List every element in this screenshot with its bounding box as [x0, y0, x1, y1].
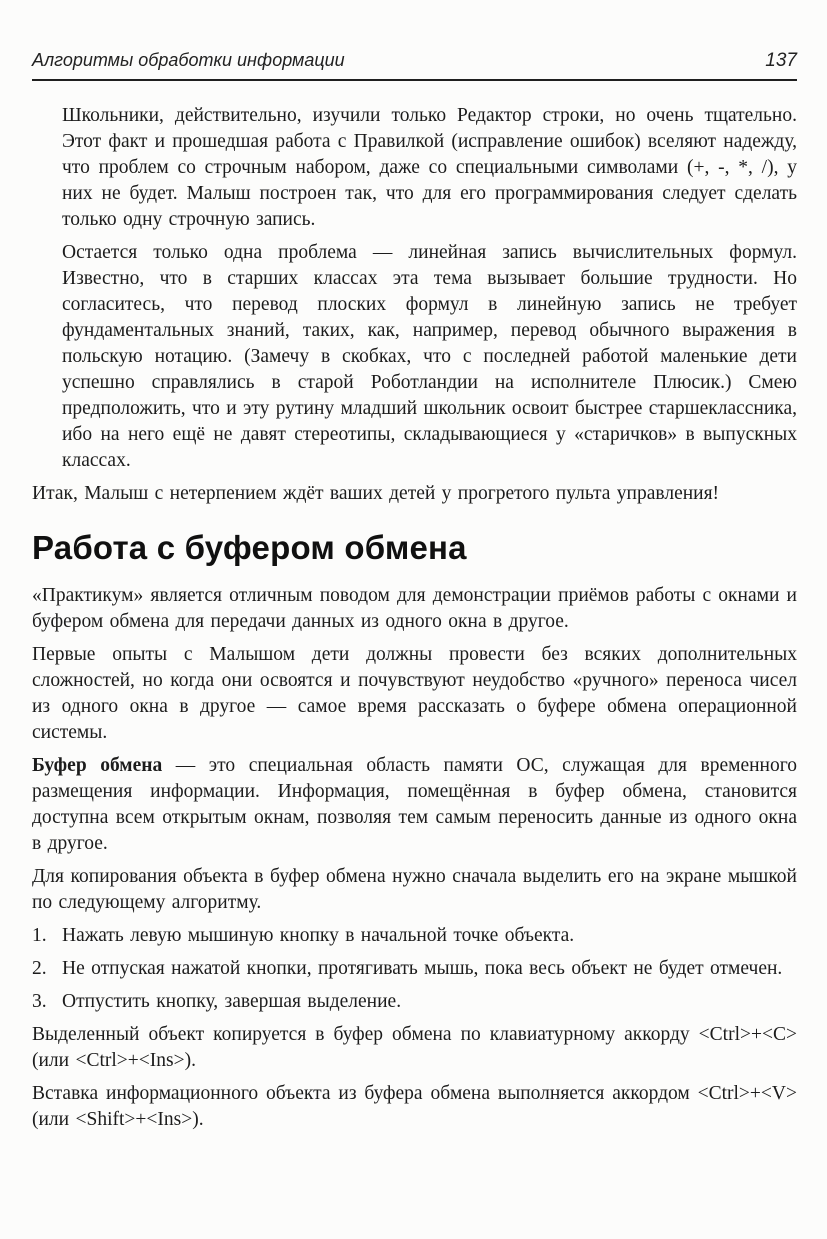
list-item-number: 2.	[32, 958, 47, 979]
list-item	[32, 989, 797, 1015]
list-item-text: Нажать левую мышиную кнопку в начальной точке объекта.	[62, 925, 575, 946]
list-item-number: 1.	[32, 925, 47, 946]
list-item	[32, 923, 797, 949]
paragraph-linear-notation: Остается только одна проблема — линейная запись вычислительных формул. Известно, что в старших классах эта тема вызывает большие трудности. Но согласитесь, что перевод плоских формул в линейную запись не требует фундаментальных знаний, таких, как, например, перевод обычного выражения в польскую нотацию. (Замечу в скобках, что с последней работой маленькие дети успешно справлялись в старой Роботландии на исполнителе Плюсик.) Смею предположить, что и эту рутину младший школьник освоит быстрее старшеклассника, ибо на него ещё не давят стереотипы, складывающиеся у «старичков» в выпускных классах.	[62, 242, 797, 471]
page-number: 137	[765, 50, 797, 71]
paragraph-copy-intro: Для копирования объекта в буфер обмена нужно сначала выделить его на экране мышкой по следующему алгоритму.	[32, 866, 797, 913]
list-item	[32, 956, 797, 982]
running-header	[32, 50, 797, 81]
page-body	[32, 103, 797, 1133]
paragraph-malysh-awaits: Итак, Малыш с нетерпением ждёт ваших детей у прогретого пульта управления!	[32, 483, 720, 504]
paragraph-copy-shortcut: Выделенный объект копируется в буфер обмена по клавиатурному аккорду <Ctrl>+<C> (или <Ctrl>+<Ins>).	[32, 1024, 797, 1071]
running-title: Алгоритмы обработки информации	[32, 50, 345, 70]
selection-algorithm-list	[32, 923, 797, 1015]
paragraph-clipboard-definition	[32, 753, 797, 857]
section-heading-clipboard: Работа с буфером обмена	[32, 529, 467, 566]
paragraph-paste-shortcut: Вставка информационного объекта из буфера обмена выполняется аккордом <Ctrl>+<V> (или <Shift>+<Ins>).	[32, 1083, 797, 1130]
list-item-number: 3.	[32, 991, 47, 1012]
definition-body: — это специальная область памяти ОС, служащая для временного размещения информации. Информация, помещённая в буфер обмена, становится доступна всем открытым окнам, позволяя тем самым переносить данные из одного окна в другое.	[32, 755, 797, 854]
paragraph-schoolchildren: Школьники, действительно, изучили только Редактор строки, но очень тщательно. Этот факт и прошедшая работа с Правилкой (исправление ошибок) вселяют надежду, что проблем со строчным набором, даже со специальными символами (+, -, *, /), у них не будет. Малыш построен так, что для его программирования следует сделать только одну строчную запись.	[62, 105, 797, 230]
definition-term: Буфер обмена	[32, 755, 163, 776]
paragraph-first-experiments: Первые опыты с Малышом дети должны провести без всяких дополнительных сложностей, но когда они освоятся и почувствуют неудобство «ручного» переноса чисел из одного окна в другое — самое время рассказать о буфере обмена операционной системы.	[32, 644, 797, 743]
list-item-text: Отпустить кнопку, завершая выделение.	[62, 991, 402, 1012]
list-item-text: Не отпуская нажатой кнопки, протягивать мышь, пока весь объект не будет отмечен.	[62, 958, 783, 979]
paragraph-praktikum: «Практикум» является отличным поводом для демонстрации приёмов работы с окнами и буфером обмена для передачи данных из одного окна в другое.	[32, 585, 797, 632]
